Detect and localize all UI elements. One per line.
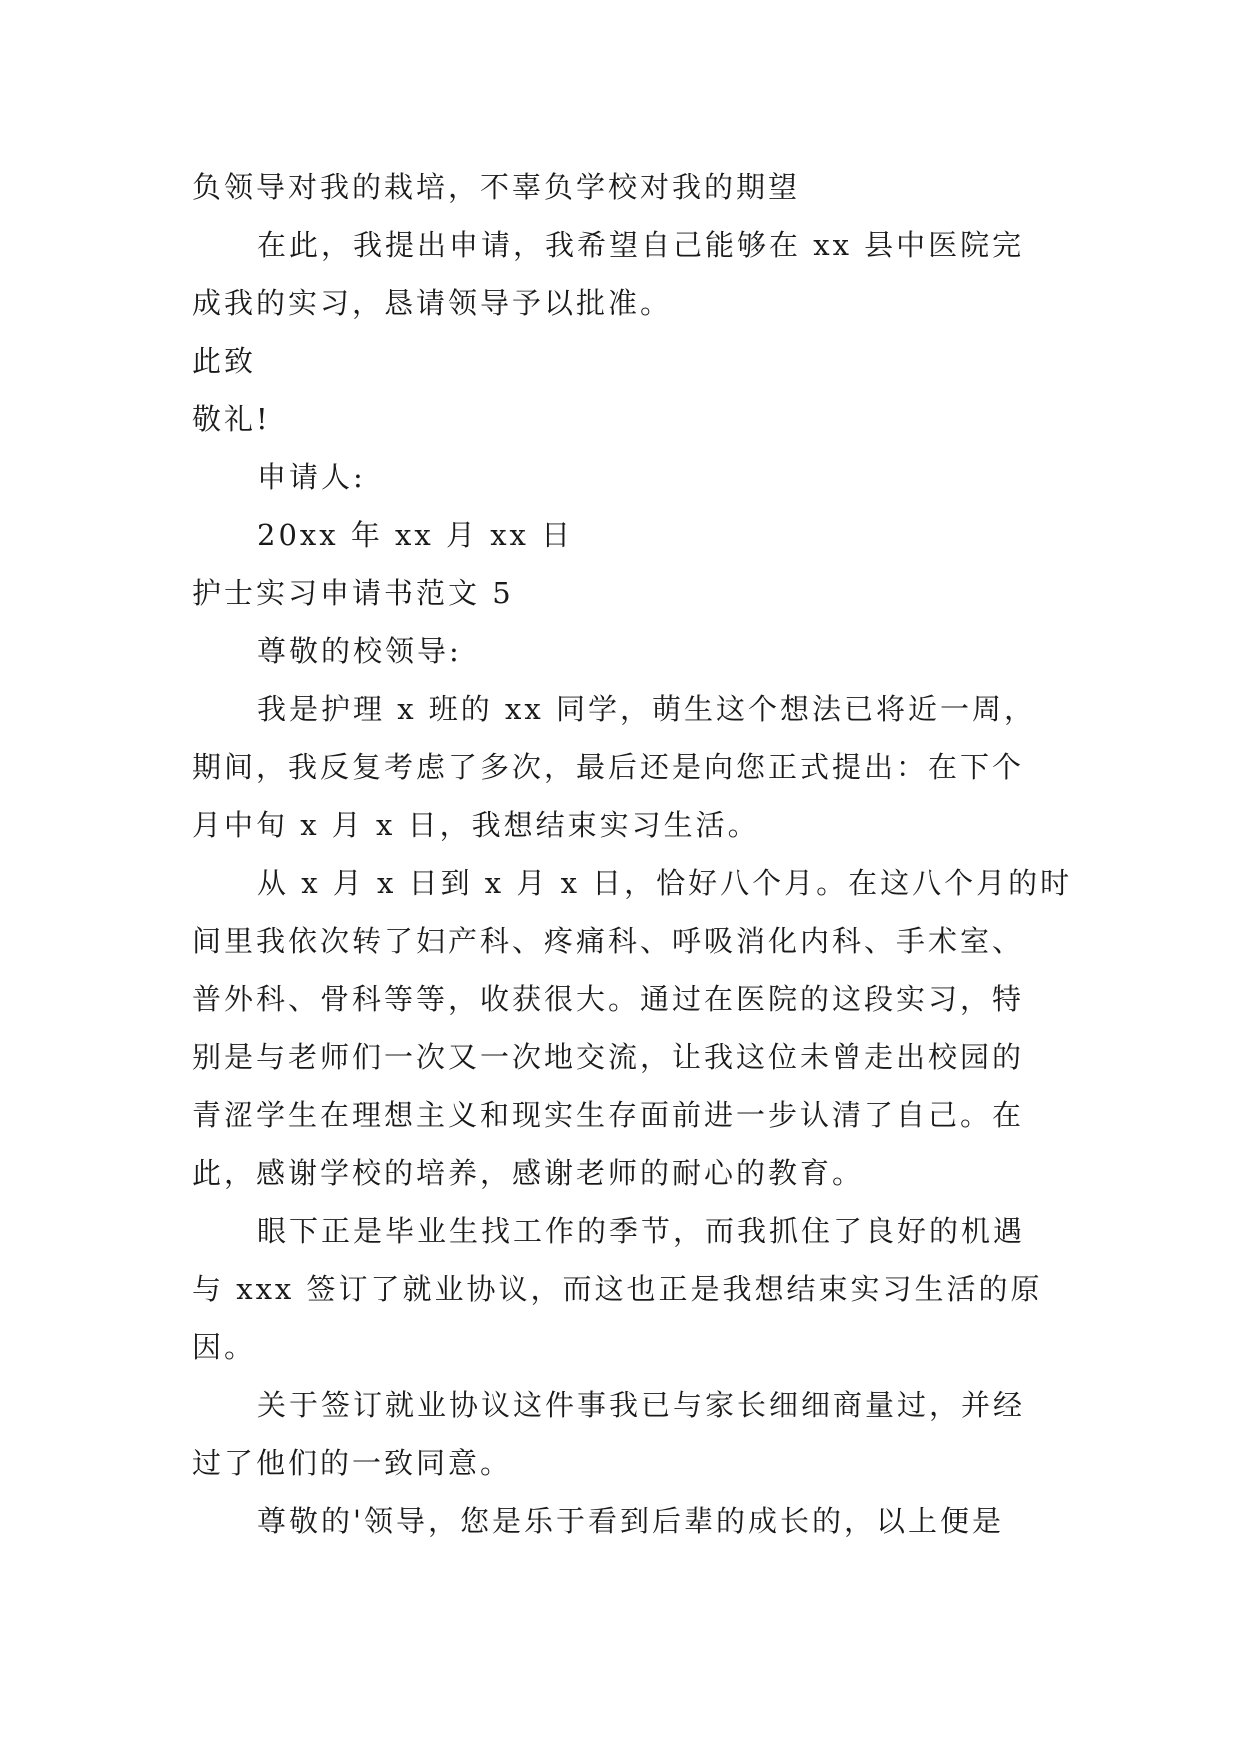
text-line: 别是与老师们一次又一次地交流，让我这位未曾走出校园的 xyxy=(192,1040,1025,1074)
closing-regards: 敬礼! xyxy=(192,402,271,436)
text-line: 期间，我反复考虑了多次，最后还是向您正式提出：在下个 xyxy=(192,750,1025,784)
text-line: 过了他们的一致同意。 xyxy=(192,1446,513,1480)
section-title: 护士实习申请书范文 5 xyxy=(192,576,514,610)
greeting: 尊敬的校领导: xyxy=(257,634,462,668)
text-line: 在此，我提出申请，我希望自己能够在 xx 县中医院完 xyxy=(257,228,1025,262)
document-body xyxy=(192,158,1072,1550)
text-line: 青涩学生在理想主义和现实生存面前进一步认清了自己。在 xyxy=(192,1098,1025,1132)
text-line: 普外科、骨科等等，收获很大。通过在医院的这段实习，特 xyxy=(192,982,1025,1016)
text-line: 我是护理 x 班的 xx 同学，萌生这个想法已将近一周， xyxy=(257,692,1036,726)
text-line: 成我的实习，恳请领导予以批准。 xyxy=(192,286,673,320)
closing-salutation: 此致 xyxy=(192,344,257,378)
text-line: 关于签订就业协议这件事我已与家长细细商量过，并经 xyxy=(257,1388,1026,1422)
text-line: 因。 xyxy=(192,1330,257,1364)
text-line: 负领导对我的栽培，不辜负学校对我的期望 xyxy=(192,170,801,204)
text-line: 尊敬的'领导，您是乐于看到后辈的成长的，以上便是 xyxy=(257,1504,1004,1538)
text-line: 与 xxx 签订了就业协议，而这也正是我想结束实习生活的原 xyxy=(192,1272,1043,1306)
text-line: 从 x 月 x 日到 x 月 x 日，恰好八个月。在这八个月的时 xyxy=(257,866,1073,900)
text-line: 此，感谢学校的培养，感谢老师的耐心的教育。 xyxy=(192,1156,865,1190)
applicant-label: 申请人: xyxy=(257,460,366,494)
text-line: 月中旬 x 月 x 日，我想结束实习生活。 xyxy=(192,808,760,842)
text-line: 间里我依次转了妇产科、疼痛科、呼吸消化内科、手术室、 xyxy=(192,924,1025,958)
text-line: 眼下正是毕业生找工作的季节，而我抓住了良好的机遇 xyxy=(257,1214,1026,1248)
date-line: 20xx 年 xx 月 xx 日 xyxy=(257,518,574,552)
